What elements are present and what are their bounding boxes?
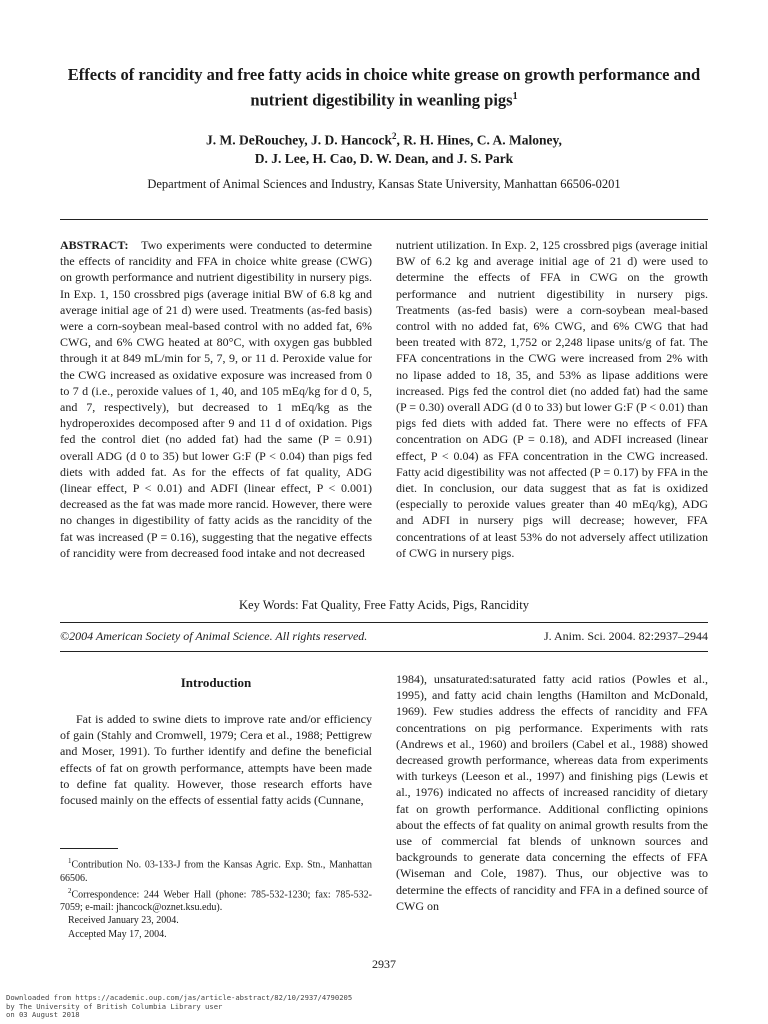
download-line-3: on 03 August 2018 xyxy=(6,1010,80,1020)
affiliation: Department of Animal Sciences and Industry, Kansas State University, Manhattan 66506-0201 xyxy=(147,177,621,191)
authors-line-1 xyxy=(60,127,708,150)
title-footnote-marker: 1 xyxy=(512,91,518,102)
authors-line-2: D. J. Lee, H. Cao, D. W. Dean, and J. S. Park xyxy=(254,150,514,166)
page-number: 2937 xyxy=(372,957,396,971)
footnote-1 xyxy=(60,855,372,885)
footnote-2-text: Correspondence: 244 Weber Hall (phone: 785-532-1230; fax: 785-532-7059; e-mail: jhancock@oznet.ksu.edu). xyxy=(60,889,372,914)
footnote-2 xyxy=(60,885,372,915)
download-line-1: Downloaded from https://academic.oup.com/jas/article-abstract/82/10/2937/4790205 xyxy=(6,993,353,1002)
abstract-right-column xyxy=(396,237,708,561)
abstract-right-text: nutrient utilization. In Exp. 2, 125 crossbred pigs (average initial BW of 6.2 kg and average initial age of 21 d) were used to determine the effects of FFA in CWG on the growth performance and nutrient digestibility in nursery pigs. Treatments (as-fed basis) were a corn-soybean meal-based control with no added fat, 6% CWG, and 6% CWG that had been treated with 872, 1,752 or 2,248 lipase units/g of fat. The FFA concentrations in the CWG were increased from 2% with no lipase added to 18, 35, and 53% as lipase additions were increased. Pigs fed the control diet (no added fat) had the same (P = 0.30) overall ADG (d 0 to 33) but lower G:F (P < 0.01) than pigs fed diets with added fat. There were no effects of FFA concentration on ADG (P = 0.18), and ADFI increased (linear effect, P < 0.04) as FFA concentration in the CWG increased. Fatty acid digestibility was not affected (P = 0.17) by FFA in the diet. In conclusion, our data suggest that as fat is oxidized (especially to peroxide values greater than 40 mEq/kg), ADG and ADFI in nursery pigs will decrease; however, FFA concentrations of at least 53% do not adversely affect utilization of CWG in nursery pigs. xyxy=(396,238,708,560)
journal-reference: J. Anim. Sci. 2004. 82:2937–2944 xyxy=(543,629,708,643)
authors-line-1-a: J. M. DeRouchey, J. D. Hancock xyxy=(206,132,393,148)
footnote-2-marker: 2 xyxy=(68,886,72,895)
article-title xyxy=(60,64,708,112)
intro-right-column xyxy=(396,671,708,914)
author-list xyxy=(60,127,708,168)
author-footnote-marker: 2 xyxy=(392,131,397,141)
abstract-label: ABSTRACT: xyxy=(60,238,129,252)
received-date: Received January 23, 2004. xyxy=(68,915,179,927)
section-heading-introduction: Introduction xyxy=(180,675,252,690)
download-watermark xyxy=(6,994,352,1020)
footnote-1-text: Contribution No. 03-133-J from the Kansas Agric. Exp. Stn., Manhattan 66506. xyxy=(60,859,372,884)
abstract-left-text: Two experiments were conducted to determine the effects of rancidity and FFA in choice white grease (CWG) on growth performance and nutrient digestibility in nursery pigs. In Exp. 1, 150 crossbred pigs (average initial BW of 6.8 kg and average initial age of 21 d) were used. Treatments (as-fed basis) were a corn-soybean meal-based control with no added fat, 6% CWG, and 6% CWG heated at 80°C, with oxygen gas bubbled through it at 849 mL/min for 5, 7, 9, or 11 d. Peroxide value for the CWG increased as oxidative exposure was increased from 0 to 7 d (i.e., peroxide values of 1, 40, and 105 mEq/kg for d 0, 5, and 7, respectively), but decreased to 1 mEq/kg as the hydroperoxides decomposed after 9 and 11 d of oxidation. Pigs fed the control diet (no added fat) had the same (P = 0.91) overall ADG (d 0 to 35) but lower G:F (P < 0.04) than pigs fed diets with added fat. As for the effects of fat quality, ADG (linear effect, P < 0.01) and ADFI (linear effect, P < 0.001) decreased as the fat was made more rancid. However, there were no changes in digestibility of fatty acids as the rancidity of the fat was increased (P = 0.16), suggesting that the negative effects of rancidity were from decreased food intake and not decreased xyxy=(60,238,372,560)
keywords-divider xyxy=(60,622,708,623)
intro-right-text: 1984), unsaturated:saturated fatty acid ratios (Powles et al., 1995), and fatty acid chain lengths (Hamilton and McDonald, 1969). Few studies address the effects of rancidity and FFA concentrations on pig performance. Experiments with rats (Andrews et al., 1960) and broilers (Cabel et al., 1988) showed decreased growth performance, whereas data from experiments with turkeys (Leeson et al., 1997) and finishing pigs (Lewis et al., 1976) indicated no affects of increased rancidity of dietary fat on growth performance. Additional conflicting opinions about the effects of fat quality on animal growth results from the use of commercial fat blends of unknown sources and backgrounds to generate data concerning the effects of FFA (Wiseman and Cole, 1987). Thus, our objective was to determine the effects of rancidity and FFA in a defined source of CWG on xyxy=(396,672,708,913)
accepted-date: Accepted May 17, 2004. xyxy=(68,928,167,940)
intro-left-text: Fat is added to swine diets to improve rate and/or efficiency of gain (Stahly and Cromwell, 1979; Cera et al., 1988; Pettigrew and Moser, 1991). To further identify and define the beneficial effects of fat on growth performance, attempts have been made to define fat quality. However, those research efforts have focused mainly on the effects of essential fatty acids (Cunnane, xyxy=(60,712,372,808)
intro-left-column xyxy=(60,711,372,808)
authors-line-1-b: , R. H. Hines, C. A. Maloney, xyxy=(396,132,562,148)
footnote-divider xyxy=(60,848,118,849)
download-line-2: by The University of British Columbia Library user xyxy=(6,1001,223,1011)
header-divider xyxy=(60,219,708,220)
keywords: Key Words: Fat Quality, Free Fatty Acids, Pigs, Rancidity xyxy=(239,598,529,612)
title-text: Effects of rancidity and free fatty acids in choice white grease on growth performance and nutrient digestibility in weanling pigs xyxy=(67,65,701,110)
footnote-1-marker: 1 xyxy=(68,857,72,865)
copyright-notice: ©2004 American Society of Animal Science. All rights reserved. xyxy=(60,629,368,643)
footnotes xyxy=(60,855,372,941)
abstract-left-column xyxy=(60,237,372,561)
copyright-divider xyxy=(60,651,708,652)
abstract-paragraph-left xyxy=(60,237,372,561)
